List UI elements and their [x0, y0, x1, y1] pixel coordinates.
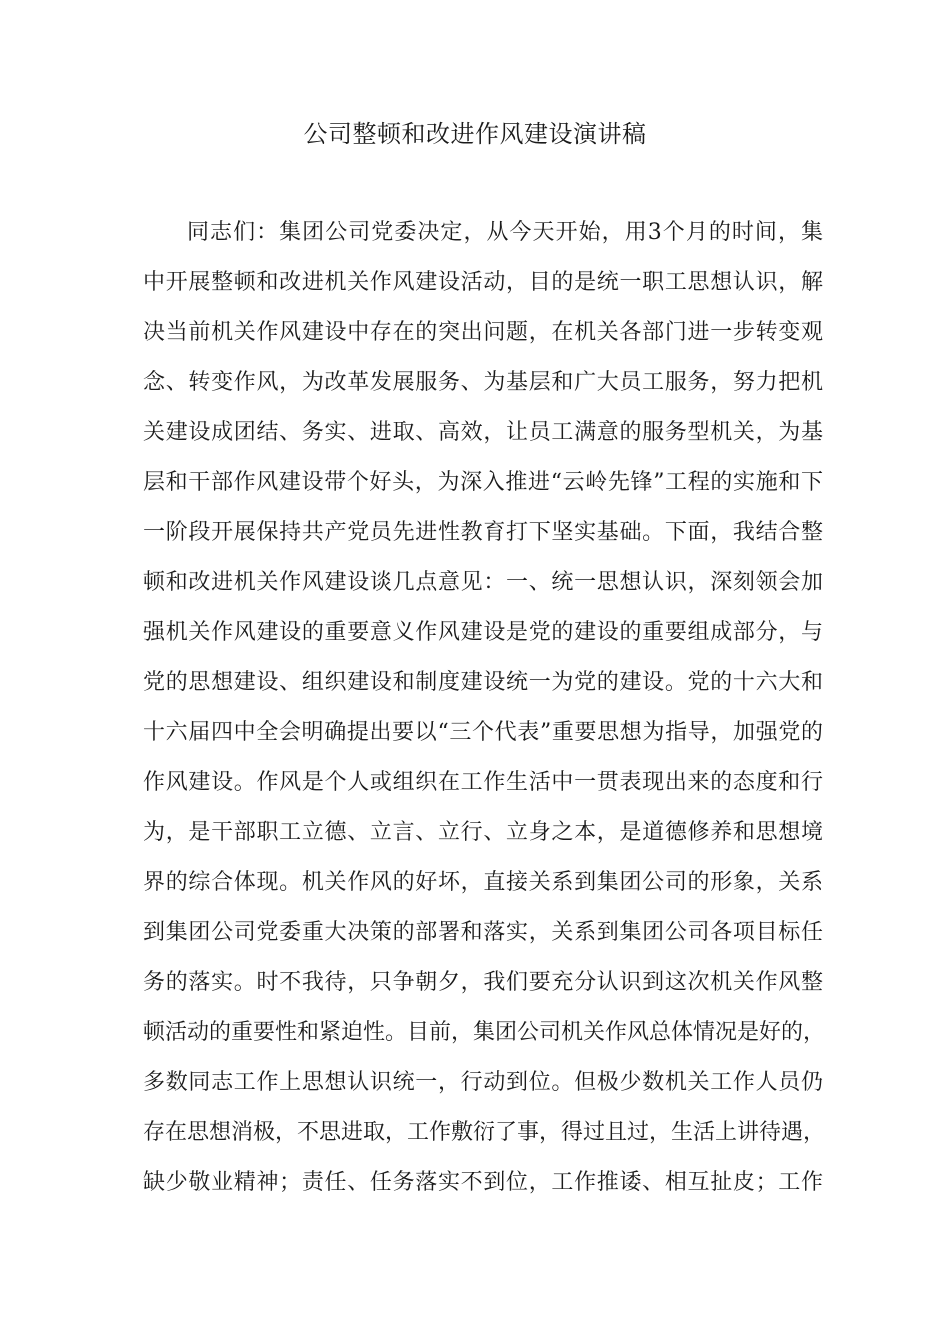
document-body [143, 208, 826, 1208]
body-line: 缺少敬业精神；责任、任务落实不到位，工作推诿、相互扯皮；工作 [143, 1170, 823, 1195]
body-line: 存在思想消极，不思进取，工作敷衍了事，得过且过，生活上讲待遇， [143, 1120, 826, 1145]
body-line: 多数同志工作上思想认识统一，行动到位。但极少数机关工作人员仍 [143, 1070, 823, 1095]
body-line: 念、转变作风，为改革发展服务、为基层和广大员工服务，努力把机 [143, 370, 823, 395]
body-line: 党的思想建设、组织建设和制度建设统一为党的建设。党的十六大和 [143, 670, 823, 695]
body-line: 决当前机关作风建设中存在的突出问题，在机关各部门进一步转变观 [143, 320, 823, 345]
body-line: 关建设成团结、务实、进取、高效，让员工满意的服务型机关，为基 [143, 420, 823, 445]
body-line: 一阶段开展保持共产党员先进性教育打下坚实基础。下面，我结合整 [143, 520, 823, 545]
body-line: 顿和改进机关作风建设谈几点意见：一、统一思想认识，深刻领会加 [143, 570, 823, 595]
body-line: 务的落实。时不我待，只争朝夕，我们要充分认识到这次机关作风整 [143, 970, 823, 995]
body-line: 中开展整顿和改进机关作风建设活动，目的是统一职工思想认识，解 [143, 270, 823, 295]
body-line: 十六届四中全会明确提出要以“三个代表”重要思想为指导，加强党的 [143, 720, 823, 745]
body-line: 顿活动的重要性和紧迫性。目前，集团公司机关作风总体情况是好的， [143, 1020, 826, 1045]
body-line: 层和干部作风建设带个好头，为深入推进“云岭先锋”工程的实施和下 [143, 470, 823, 495]
body-line: 强机关作风建设的重要意义作风建设是党的建设的重要组成部分，与 [143, 620, 823, 645]
body-line: 到集团公司党委重大决策的部署和落实，关系到集团公司各项目标任 [143, 920, 823, 945]
document-title: 公司整顿和改进作风建设演讲稿 [303, 120, 647, 148]
body-line: 为，是干部职工立德、立言、立行、立身之本，是道德修养和思想境 [143, 820, 823, 845]
body-line: 界的综合体现。机关作风的好坏，直接关系到集团公司的形象，关系 [143, 870, 823, 895]
body-line: 作风建设。作风是个人或组织在工作生活中一贯表现出来的态度和行 [143, 770, 823, 795]
body-line: 同志们：集团公司党委决定，从今天开始，用3个月的时间，集 [187, 220, 823, 245]
